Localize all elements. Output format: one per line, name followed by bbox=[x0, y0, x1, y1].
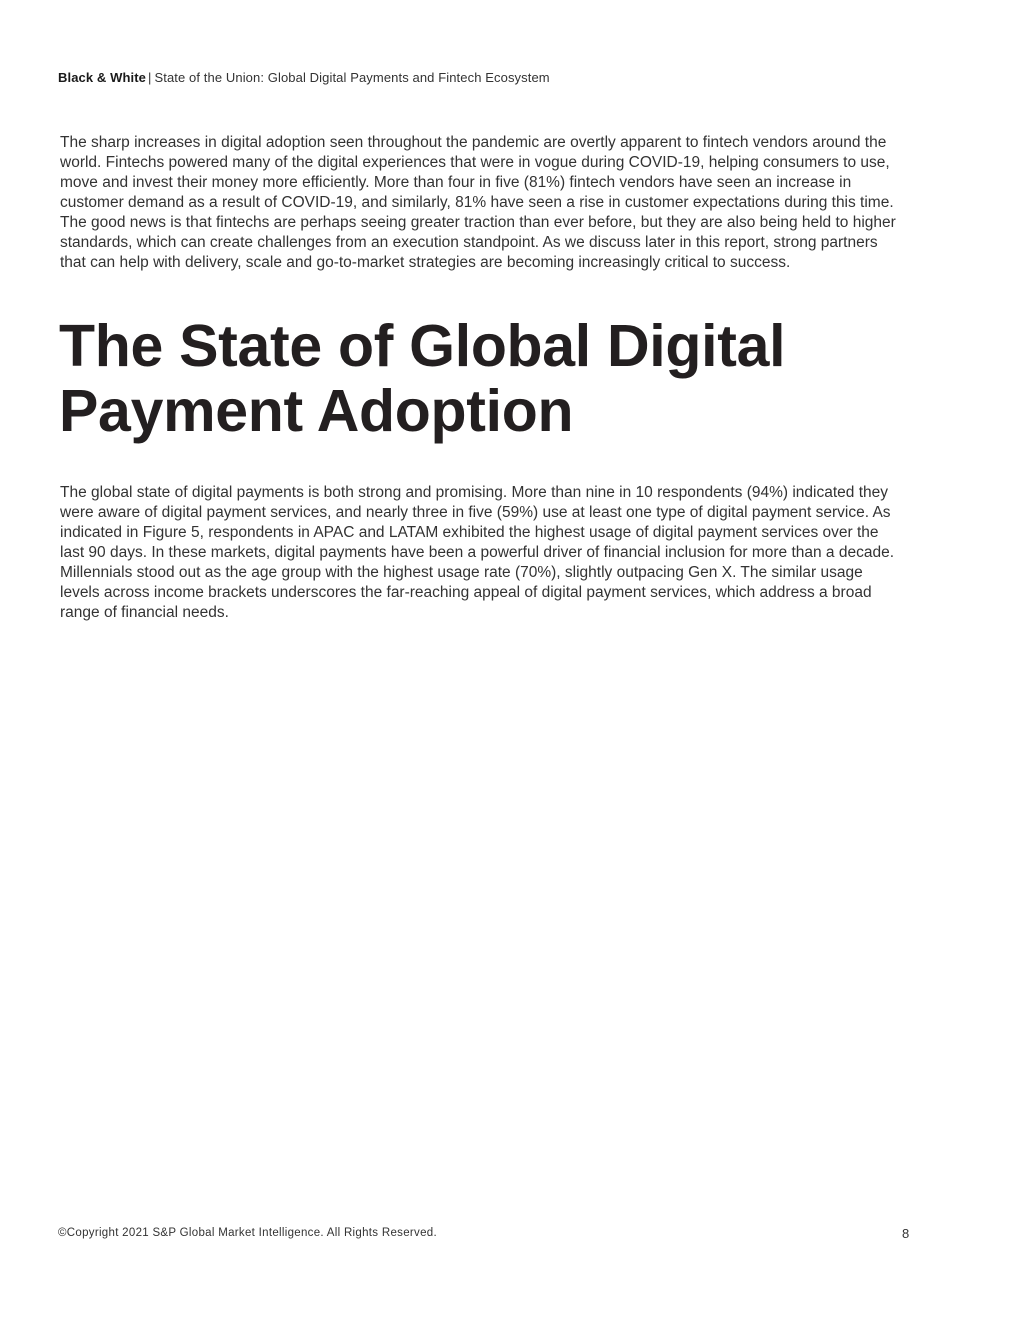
section-title: The State of Global Digital Payment Adoption bbox=[59, 313, 786, 444]
header-separator: | bbox=[147, 70, 152, 85]
running-header bbox=[58, 70, 550, 85]
page-number: 8 bbox=[902, 1226, 910, 1241]
section-paragraph: The global state of digital payments is both strong and promising. More than nine in 10 respondents (94%) indicated they were aware of digital payment services, and nearly three in five (59%) use at least one type of digital payment service. As indicated in Figure 5, respondents in APAC and LATAM exhibited the highest usage of digital payment services over the last 90 days. In these markets, digital payments have been a powerful driver of financial inclusion for more than a decade. Millennials stood out as the age group with the highest usage rate (70%), slightly outpacing Gen X. The similar usage levels across income brackets underscores the far-reaching appeal of digital payment services, which address a broad range of financial needs. bbox=[60, 484, 895, 621]
header-document-title: State of the Union: Global Digital Payments and Fintech Ecosystem bbox=[154, 70, 550, 85]
intro-paragraph: The sharp increases in digital adoption seen throughout the pandemic are overtly apparent to fintech vendors around the world. Fintechs powered many of the digital experiences that were in vogue during COVID-19, helping consumers to use, move and invest their money more efficiently. More than four in five (81%) fintech vendors have seen an increase in customer demand as a result of COVID-19, and similarly, 81% have seen a rise in customer expectations during this time. The good news is that fintechs are perhaps seeing greater traction than ever before, but they are also being held to higher standards, which can create challenges from an execution standpoint. As we discuss later in this report, strong partners that can help with delivery, scale and go-to-market strategies are becoming increasingly critical to success. bbox=[60, 134, 896, 271]
header-brand: Black & White bbox=[58, 70, 146, 85]
footer-copyright: ©Copyright 2021 S&P Global Market Intelligence. All Rights Reserved. bbox=[58, 1227, 437, 1239]
